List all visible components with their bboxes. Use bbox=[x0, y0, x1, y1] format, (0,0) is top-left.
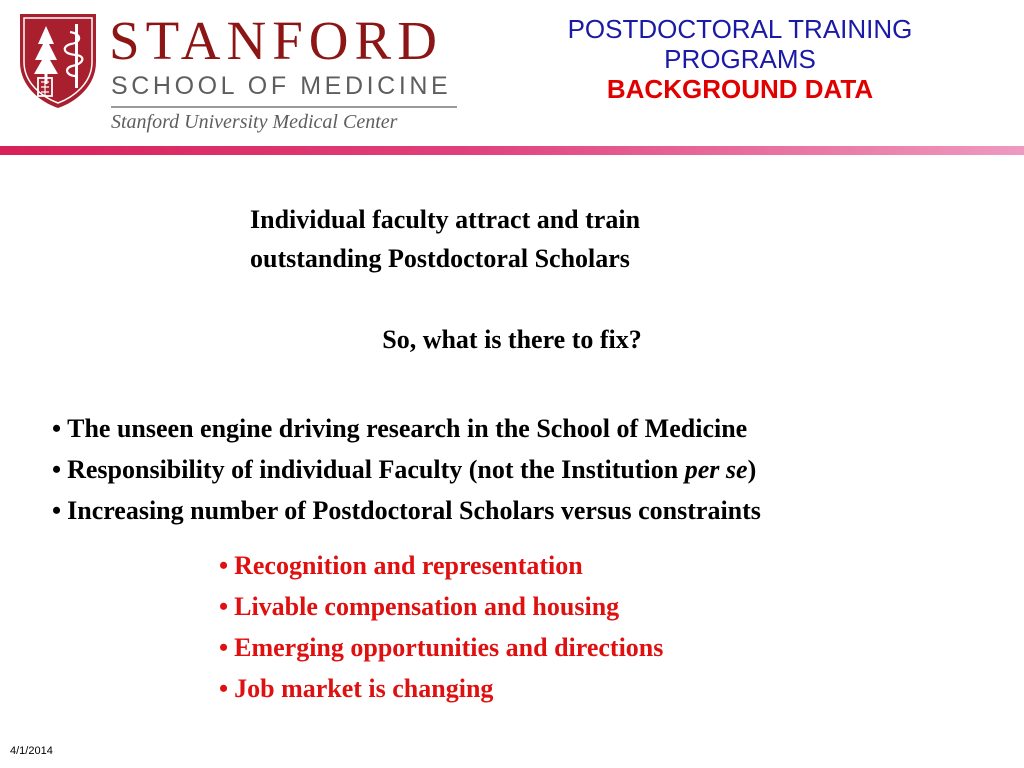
logo-divider-rule bbox=[111, 106, 457, 108]
priority-points-list bbox=[219, 545, 663, 709]
logo-wordmark: STANFORD bbox=[109, 10, 443, 71]
priority-text: Livable compensation and housing bbox=[234, 592, 620, 621]
point-italic-text: per se bbox=[684, 455, 748, 484]
point-close-paren: ) bbox=[747, 455, 757, 484]
bullet-icon: • bbox=[219, 633, 229, 662]
bullet-icon: • bbox=[219, 674, 229, 703]
bullet-icon: • bbox=[52, 414, 62, 443]
slide-title bbox=[490, 14, 990, 104]
header-divider bbox=[0, 146, 1024, 155]
key-points-list bbox=[52, 408, 761, 531]
bullet-icon: • bbox=[52, 496, 62, 525]
point-text: Increasing number of Postdoctoral Scholars versus constraints bbox=[67, 496, 761, 525]
list-item bbox=[52, 408, 761, 449]
bullet-icon: • bbox=[219, 551, 229, 580]
logo-medical-center: Stanford University Medical Center bbox=[111, 111, 398, 133]
footer-date: 4/1/2014 bbox=[10, 745, 53, 757]
title-line-1: POSTDOCTORAL TRAINING bbox=[567, 14, 913, 44]
title-subtitle: BACKGROUND DATA bbox=[606, 74, 874, 104]
intro-line-1: Individual faculty attract and train bbox=[250, 205, 641, 234]
list-item bbox=[219, 545, 663, 586]
stanford-shield-icon bbox=[16, 10, 100, 110]
priority-text: Recognition and representation bbox=[234, 551, 583, 580]
intro-line-2: outstanding Postdoctoral Scholars bbox=[250, 244, 630, 273]
list-item bbox=[219, 627, 663, 668]
priority-text: Emerging opportunities and directions bbox=[234, 633, 664, 662]
point-text: Responsibility of individual Faculty (not the Institution bbox=[67, 455, 685, 484]
stanford-medicine-logo bbox=[16, 10, 466, 135]
list-item bbox=[219, 668, 663, 709]
list-item bbox=[52, 490, 761, 531]
point-text: The unseen engine driving research in the School of Medicine bbox=[67, 414, 748, 443]
bullet-icon: • bbox=[52, 455, 62, 484]
list-item bbox=[52, 449, 761, 490]
priority-text: Job market is changing bbox=[234, 674, 494, 703]
logo-school-name: SCHOOL OF MEDICINE bbox=[111, 72, 452, 100]
list-item bbox=[219, 586, 663, 627]
title-line-2: PROGRAMS bbox=[664, 44, 816, 74]
question-text: So, what is there to fix? bbox=[382, 325, 642, 354]
bullet-icon: • bbox=[219, 592, 229, 621]
intro-statement bbox=[250, 200, 640, 278]
